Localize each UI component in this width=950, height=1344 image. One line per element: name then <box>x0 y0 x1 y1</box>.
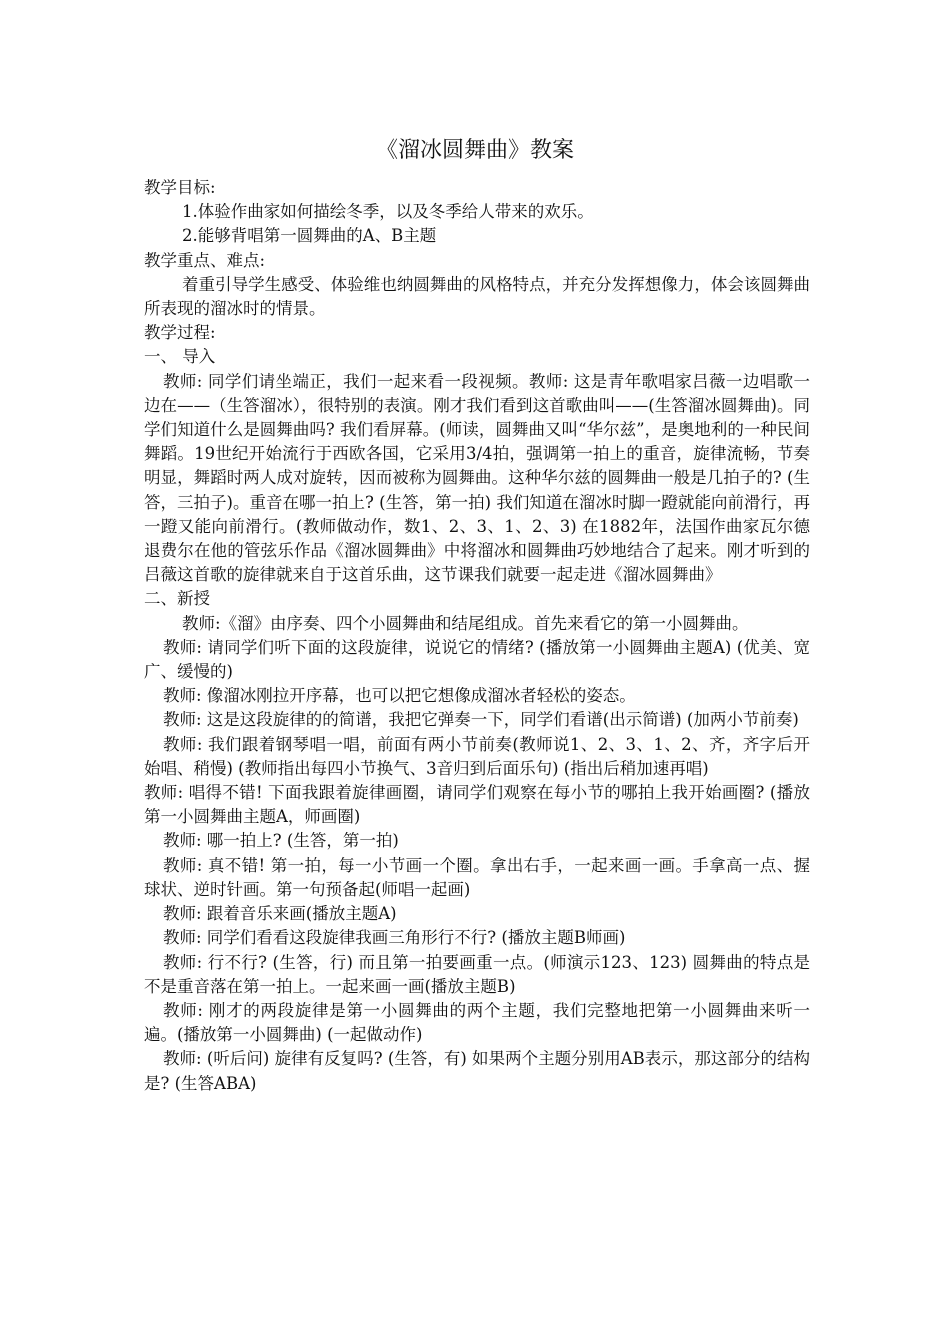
paragraph: 一、 导入 <box>144 347 216 367</box>
document-title: 《溜冰圆舞曲》教案 <box>375 138 574 163</box>
paragraph: 二、新授 <box>144 589 210 609</box>
paragraph: 教师: 同学们请坐端正，我们一起来看一段视频。教师: 这是青年歌唱家吕薇一边唱歌一边在——（生答溜冰），很特别的表演。刚才我们看到这首歌曲叫——(生答溜冰圆舞曲)。同学们知道什么是圆舞曲吗? 我们看屏幕。(师读，圆舞曲又叫“华尔兹”，是奥地利的一种民间舞蹈。19世纪开始流行于西欧各国，它采用3/4拍，强调第一拍上的重音，旋律流畅，节奏明显，舞蹈时两人成对旋转，因而被称为圆舞曲。这种华尔兹的圆舞曲一般是几拍子的? (生答，三拍子)。重音在哪一拍上? (生答，第一拍) 我们知道在溜冰时脚一蹬就能向前滑行，再一蹬又能向前滑行。(教师做动作，数1、2、3、1、2、3) 在1882年，法国作曲家瓦尔德退费尔在他的管弦乐作品《溜冰圆舞曲》中将溜冰和圆舞曲巧妙地结合了起来。刚才听到的吕薇这首歌的旋律就来自于这首乐曲，这节课我们就要一起走进《溜冰圆舞曲》 <box>144 371 810 585</box>
paragraph: 教师: 唱得不错! 下面我跟着旋律画圈，请同学们观察在每小节的哪拍上我开始画圈? (播放第一小圆舞曲主题A，师画圈) <box>144 783 810 827</box>
paragraph: 2.能够背唱第一圆舞曲的A、B主题 <box>182 226 437 246</box>
document-body <box>144 176 810 1096</box>
paragraph: 教师: (听后问) 旋律有反复吗? (生答，有) 如果两个主题分别用AB表示，那这部分的结构是? (生答ABA) <box>144 1049 810 1093</box>
paragraph: 教师: 我们跟着钢琴唱一唱，前面有两小节前奏(教师说1、2、3、1、2、齐，齐字后开始唱、稍慢) (教师指出每四小节换气、3音归到后面乐句) (指出后稍加速再唱) <box>144 734 810 778</box>
paragraph: 教学过程: <box>144 323 216 343</box>
paragraph: 教师: 行不行? (生答，行) 而且第一拍要画重一点。(师演示123、123) 圆舞曲的特点是不是重音落在第一拍上。一起来画一画(播放主题B) <box>144 952 810 996</box>
paragraph: 教师: 请同学们听下面的这段旋律，说说它的情绪? (播放第一小圆舞曲主题A) (优美、宽广、缓慢的) <box>144 637 810 682</box>
paragraph: 教师: 同学们看看这段旋律我画三角形行不行? (播放主题B师画) <box>163 928 626 948</box>
paragraph: 教师: 像溜冰刚拉开序幕，也可以把它想像成溜冰者轻松的姿态。 <box>163 686 636 706</box>
paragraph: 教师: 哪一拍上? (生答，第一拍) <box>163 831 399 851</box>
paragraph: 教学重点、难点: <box>144 250 266 270</box>
paragraph: 教学目标: <box>144 178 216 197</box>
paragraph: 教师: 真不错! 第一拍，每一小节画一个圈。拿出右手，一起来画一画。手拿高一点、握球状、逆时针画。第一句预备起(师唱一起画) <box>144 855 810 899</box>
paragraph: 教师: 刚才的两段旋律是第一小圆舞曲的两个主题，我们完整地把第一小圆舞曲来听一遍。(播放第一小圆舞曲) (一起做动作) <box>144 1000 810 1045</box>
paragraph: 着重引导学生感受、体验维也纳圆舞曲的风格特点，并充分发挥想像力，体会该圆舞曲所表现的溜冰时的情景。 <box>144 274 810 319</box>
paragraph: 1.体验作曲家如何描绘冬季，以及冬季给人带来的欢乐。 <box>182 202 594 222</box>
paragraph: 教师: 跟着音乐来画(播放主题A) <box>163 904 397 924</box>
paragraph: 教师:《溜》由序奏、四个小圆舞曲和结尾组成。首先来看它的第一小圆舞曲。 <box>182 613 749 633</box>
paragraph: 教师: 这是这段旋律的的简谱，我把它弹奏一下，同学们看谱(出示简谱) (加两小节前奏) <box>163 710 799 730</box>
